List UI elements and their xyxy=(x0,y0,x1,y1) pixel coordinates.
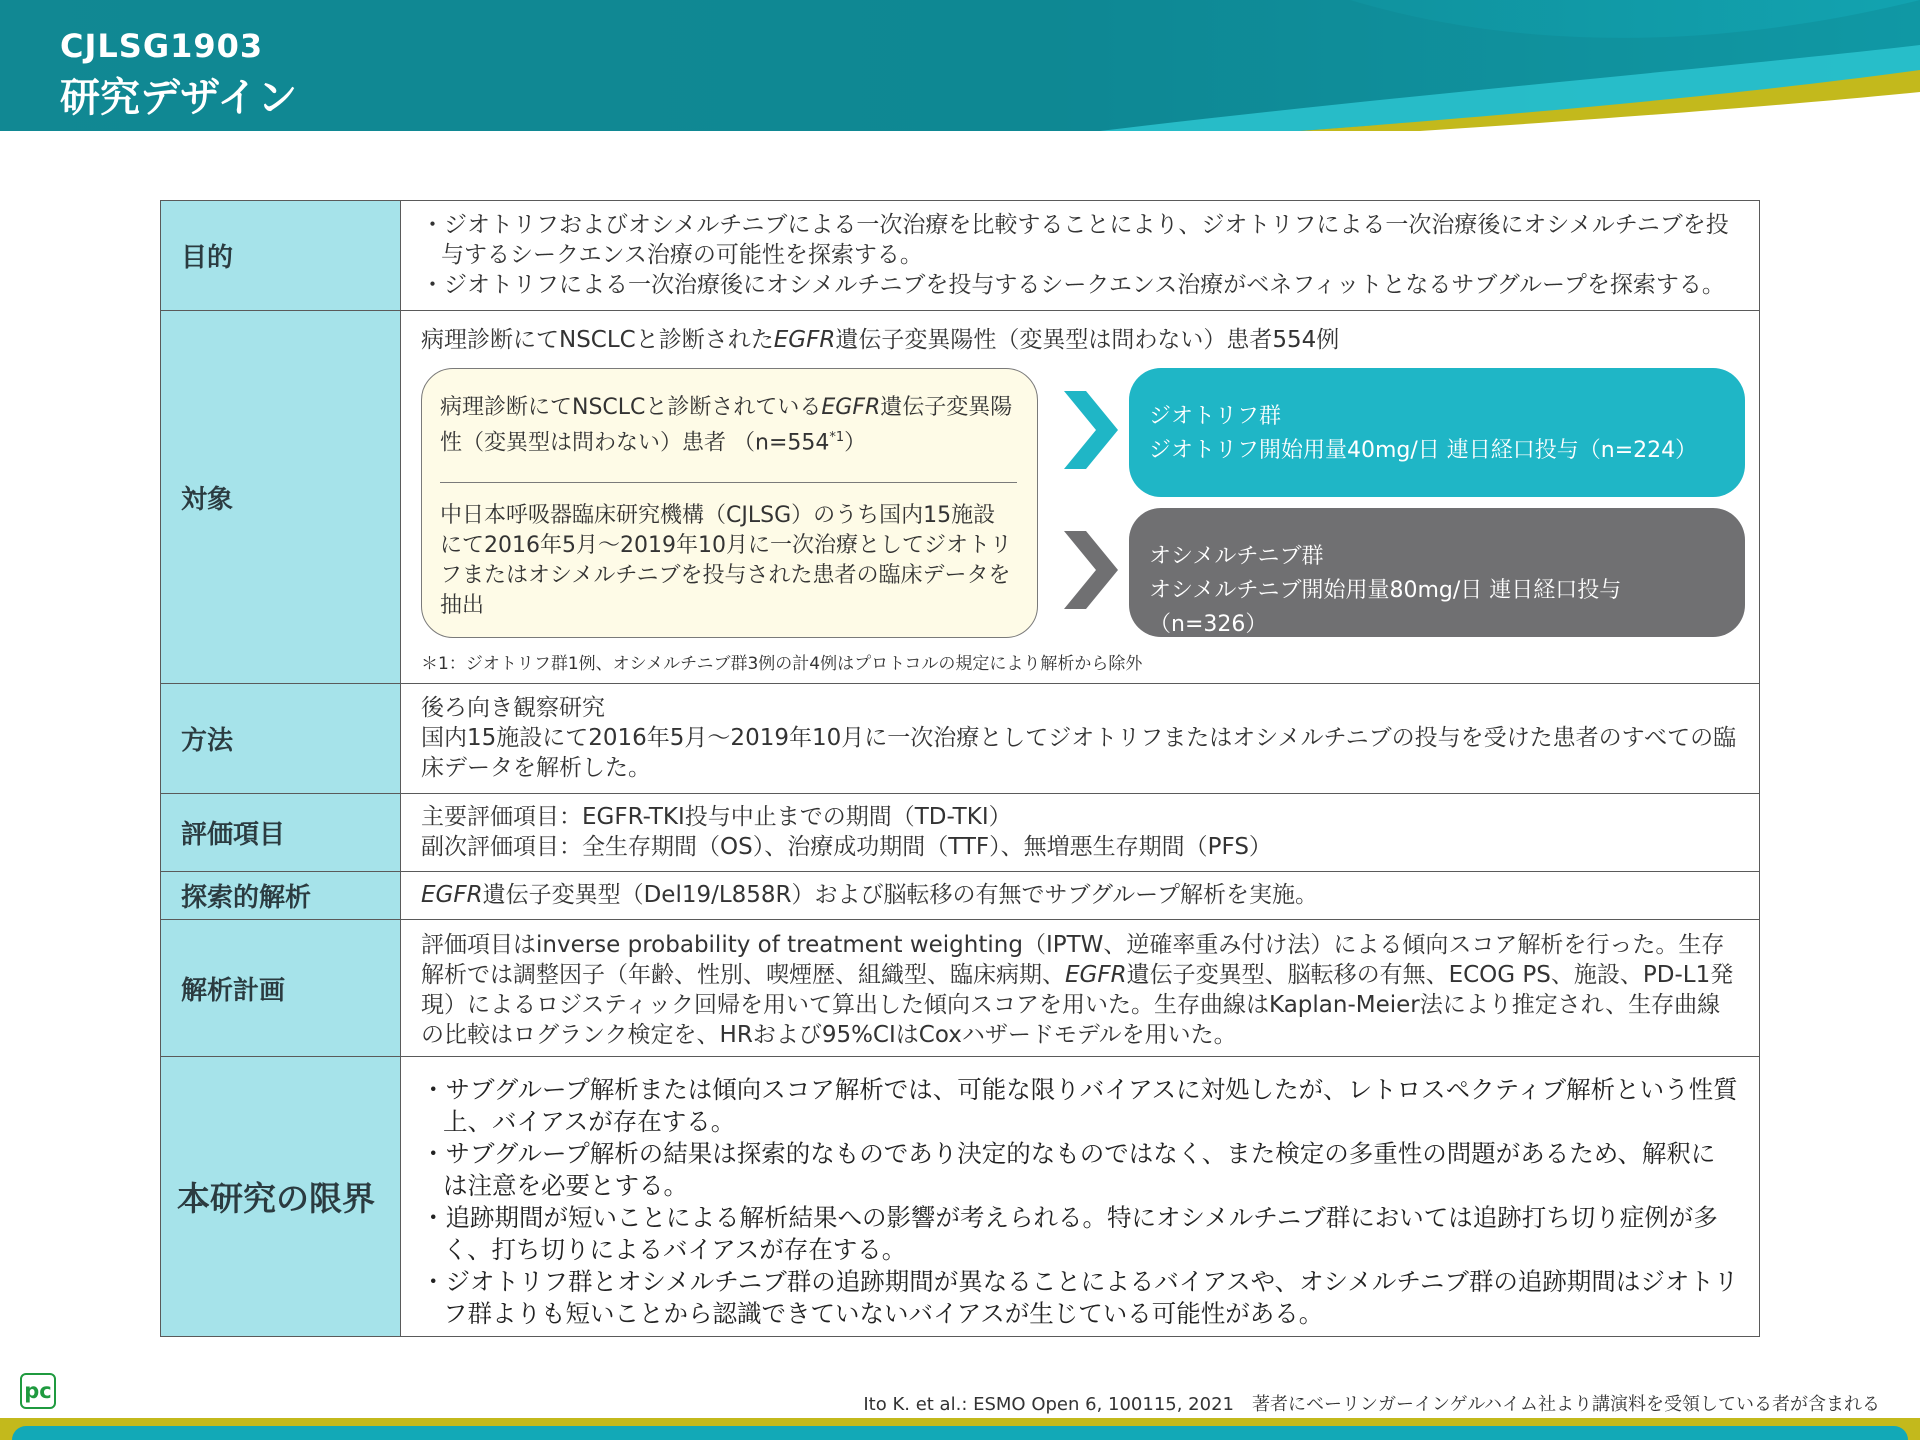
target-intro: 病理診断にてNSCLCと診断されたEGFR遺伝子変異陽性（変異型は問わない）患者554例 xyxy=(421,327,1340,353)
header-banner xyxy=(0,0,1920,131)
afatinib-group-box xyxy=(1129,368,1745,497)
secondary-endpoint: 副次評価項目：全生存期間（OS）、治療成功期間（TTF）、無増悪生存期間（PFS） xyxy=(421,834,1272,860)
row-target xyxy=(161,311,1759,684)
row-purpose xyxy=(161,201,1759,311)
row-method xyxy=(161,684,1759,794)
footer-bar xyxy=(0,1418,1920,1440)
chevron-right-icon xyxy=(1064,531,1118,609)
row-label-analysis-plan: 解析計画 xyxy=(161,920,401,1056)
row-endpoints xyxy=(161,794,1759,872)
eligibility-box xyxy=(421,368,1038,638)
method-line: 国内15施設にて2016年5月～2019年10月に一次治療としてジオトリフまたはオシメルチニブの投与を受けた患者のすべての臨床データを解析した。 xyxy=(421,725,1737,781)
limitation-bullet: ・サブグループ解析または傾向スコア解析では、可能な限りバイアスに対処したが、レトロスペクティブ解析という性質上、バイアスが存在する。 xyxy=(421,1075,1738,1136)
endpoints-content xyxy=(401,794,1759,871)
data-source: 中日本呼吸器臨床研究機構（CJLSG）のうち国内15施設にて2016年5月～2019年10月に一次治療としてジオトリフまたはオシメルチニブを投与された患者の臨床データを抽出 xyxy=(440,503,1012,619)
analysis-plan-content: 評価項目はinverse probability of treatment weighting（IPTW、逆確率重み付け法）による傾向スコア解析を行った。生存解析では調整因子（年齢、性別、喫煙歴、組織型、臨床病期、EGFR遺伝子変異型、脳転移の有無、ECOG PS、施設、PD-L1発現）によるロジスティック回帰を用いて算出した傾向スコアを用いた。生存曲線はKaplan-Meier法により推定され、生存曲線の比較はログランク検定を、HRおよび95%CIはCoxハザードモデルを用いた。 xyxy=(421,932,1734,1048)
row-limitations xyxy=(161,1057,1759,1336)
limitation-bullet: ・ジオトリフ群とオシメルチニブ群の追跡期間が異なることによるバイアスや、オシメルチニブ群の追跡期間はジオトリフ群よりも短いことから認識できていないバイアスが生じている可能性がある。 xyxy=(421,1267,1739,1328)
osimertinib-group-dose: オシメルチニブ開始用量80mg/日 連日経口投与（n=326） xyxy=(1149,578,1622,637)
page-title: 研究デザイン xyxy=(60,75,298,121)
row-label-endpoints: 評価項目 xyxy=(161,794,401,871)
row-exploratory xyxy=(161,872,1759,920)
limitations-content xyxy=(401,1057,1759,1336)
purpose-bullet: ・ジオトリフによる一次治療後にオシメルチニブを投与するシークエンス治療がベネフィットとなるサブグループを探索する。 xyxy=(421,272,1725,298)
row-label-method: 方法 xyxy=(161,684,401,793)
afatinib-group-dose: ジオトリフ開始用量40mg/日 連日経口投与（n=224） xyxy=(1149,438,1698,463)
study-code: CJLSG1903 xyxy=(60,27,264,65)
row-label-exploratory: 探索的解析 xyxy=(161,872,401,919)
row-analysis-plan xyxy=(161,920,1759,1057)
study-design-table xyxy=(160,200,1760,1337)
limitation-bullet: ・サブグループ解析の結果は探索的なものであり決定的なものではなく、また検定の多重性の問題があるため、解釈には注意を必要とする。 xyxy=(421,1139,1716,1200)
method-line: 後ろ向き観察研究 xyxy=(421,695,605,721)
afatinib-group-name: ジオトリフ群 xyxy=(1149,404,1282,429)
primary-endpoint: 主要評価項目：EGFR-TKI投与中止までの期間（TD-TKI） xyxy=(421,804,1012,830)
osimertinib-group-name: オシメルチニブ群 xyxy=(1149,544,1324,569)
purpose-bullet: ・ジオトリフおよびオシメルチニブによる一次治療を比較することにより、ジオトリフによる一次治療後にオシメルチニブを投与するシークエンス治療の可能性を探索する。 xyxy=(421,212,1729,268)
row-label-purpose: 目的 xyxy=(161,201,401,310)
eligibility-criteria: 病理診断にてNSCLCと診断されているEGFR遺伝子変異陽性（変異型は問わない）患者 $(n=554^{*1})$ xyxy=(440,395,1013,456)
company-logo: pc xyxy=(20,1373,56,1409)
osimertinib-group-box xyxy=(1129,508,1745,637)
limitation-bullet: ・追跡期間が短いことによる解析結果への影響が考えられる。特にオシメルチニブ群においては追跡打ち切り症例が多く、打ち切りによるバイアスが存在する。 xyxy=(421,1203,1718,1264)
citation-text: Ito K. et al.: ESMO Open 6, 100115, 2021 著者にベーリンガーインゲルハイム社より講演料を受領している者が含まれる xyxy=(863,1394,1880,1415)
exclusion-footnote: ＊1：ジオトリフ群1例、オシメルチニブ群3例の計4例はプロトコルの規定により解析から除外 xyxy=(421,654,1143,674)
row-label-limitations: 本研究の限界 xyxy=(161,1057,401,1336)
exploratory-content: EGFR遺伝子変異型（Del19/L858R）および脳転移の有無でサブグループ解析を実施。 xyxy=(421,882,1319,908)
row-label-target: 対象 xyxy=(161,311,401,683)
method-content xyxy=(401,684,1759,793)
chevron-right-icon xyxy=(1064,391,1118,469)
eligibility-divider xyxy=(440,482,1017,483)
purpose-content xyxy=(401,201,1759,310)
target-content xyxy=(401,311,1759,683)
